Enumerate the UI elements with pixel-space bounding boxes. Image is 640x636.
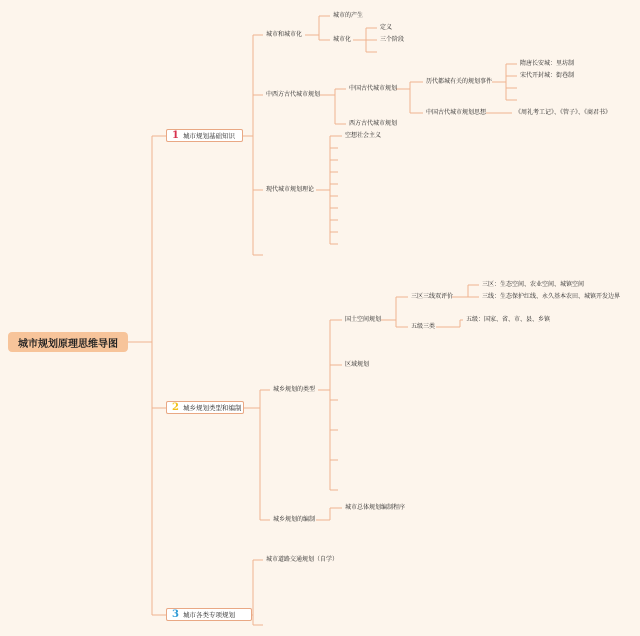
number-badge-1: 1: [172, 130, 179, 141]
node-five-levels[interactable]: 五级：国家、省、市、县、乡镇: [466, 316, 551, 323]
node-west-ancient[interactable]: 西方古代城市规划: [349, 120, 398, 127]
node-city-origin[interactable]: 城市的产生: [333, 12, 364, 19]
node-sui-tang[interactable]: 隋唐长安城：里坊制: [520, 60, 575, 67]
main-node-1-label: 城市规划基础知识: [182, 132, 235, 140]
node-definition[interactable]: 定义: [380, 24, 393, 31]
main-node-1[interactable]: [166, 129, 243, 142]
node-three-zones-lines[interactable]: 三区三线双评价: [411, 293, 454, 300]
node-planning-thought[interactable]: 中国古代城市规划思想: [426, 109, 487, 116]
node-song[interactable]: 宋代开封城：街巷制: [520, 72, 575, 79]
node-modern-theory[interactable]: 现代城市规划理论: [266, 186, 315, 193]
node-three-lines[interactable]: 三线：生态保护红线、永久基本农田、城镇开发边界: [482, 293, 621, 300]
node-five-three[interactable]: 五级三类: [411, 323, 436, 330]
node-urbanize[interactable]: 城市化: [333, 36, 352, 43]
node-three-zones[interactable]: 三区：生态空间、农业空间、城镇空间: [482, 281, 585, 288]
node-master-plan[interactable]: 城市总体规划编制程序: [345, 504, 406, 511]
node-regional[interactable]: 区域规划: [345, 361, 370, 368]
main-node-2-label: 城乡规划类型和编制: [182, 404, 242, 412]
node-compile[interactable]: 城乡规划的编制: [273, 516, 316, 523]
main-node-2[interactable]: [166, 401, 244, 414]
node-urbanization[interactable]: 城市和城市化: [266, 31, 303, 38]
node-utopian[interactable]: 空想社会主义: [345, 132, 382, 139]
node-cn-west-ancient[interactable]: 中西方古代城市规划: [266, 91, 321, 98]
main-node-3-label: 城市各类专项规划: [182, 611, 235, 619]
node-cn-ancient[interactable]: 中国古代城市规划: [349, 85, 398, 92]
node-three-stages[interactable]: 三个阶段: [380, 36, 405, 43]
node-planning-types[interactable]: 城乡规划的类型: [273, 386, 316, 393]
number-badge-2: 2: [172, 402, 179, 413]
node-classic-books[interactable]: 《周礼考工记》、《管子》、《商君书》: [515, 109, 612, 116]
number-badge-3: 3: [172, 609, 179, 620]
main-node-3[interactable]: [166, 608, 252, 621]
node-national-space[interactable]: 国土空间规划: [345, 316, 382, 323]
node-traffic[interactable]: 城市道路交通规划（自学）: [266, 556, 339, 563]
node-capital-events[interactable]: 历代都城有关的规划事件: [426, 78, 493, 85]
root-node[interactable]: 城市规划原理思维导图: [8, 332, 128, 352]
